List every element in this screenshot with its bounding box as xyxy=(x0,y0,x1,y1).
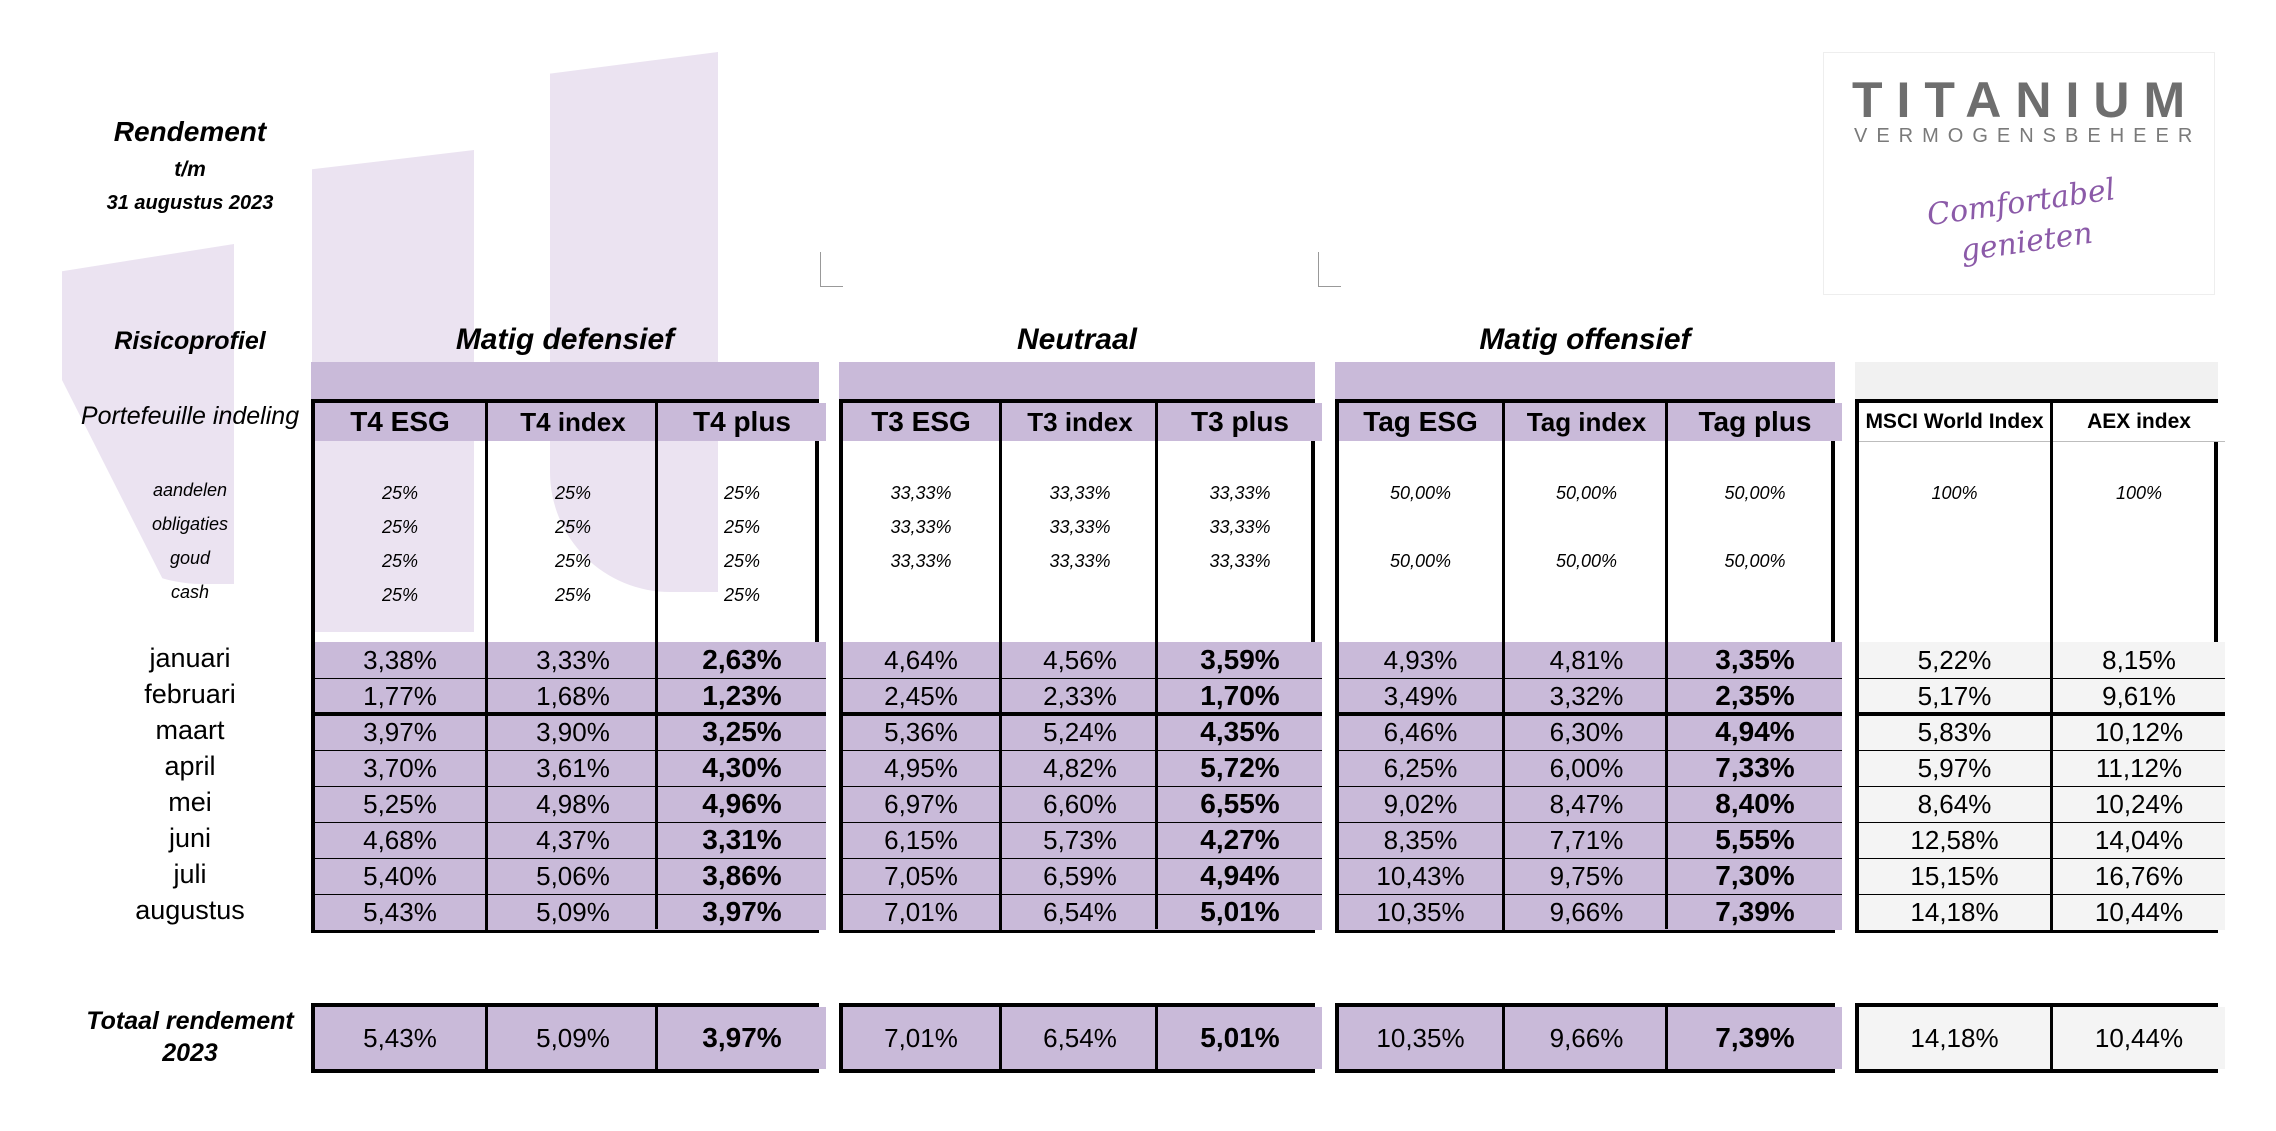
month-value-cell: 7,05% xyxy=(843,858,999,894)
totals-matig-offensief xyxy=(1335,1003,1835,1073)
row-divider xyxy=(843,750,999,751)
logo-subtitle: VERMOGENSBEHEER xyxy=(1854,125,2202,147)
allocation-cell: 25% xyxy=(554,585,592,605)
column-header: AEX index xyxy=(2053,403,2225,442)
allocation-cell: 50,00% xyxy=(1724,483,1786,503)
month-label: mei xyxy=(168,787,212,817)
month-value-cell: 5,17% xyxy=(1859,678,2050,714)
table-matig-defensief xyxy=(311,399,819,933)
row-divider xyxy=(1859,750,2050,751)
title-date: 31 augustus 2023 xyxy=(106,192,274,214)
portfolio-label: Portefeuille indeling xyxy=(80,402,300,430)
row-divider xyxy=(843,858,999,859)
month-value-cell: 4,94% xyxy=(1668,714,1842,750)
row-divider xyxy=(2053,858,2225,859)
month-value-cell: 5,73% xyxy=(1002,822,1158,858)
row-divider xyxy=(1668,786,1842,787)
month-value-cell: 2,63% xyxy=(658,642,826,678)
column-header: T3 plus xyxy=(1158,403,1322,441)
month-value-cell: 7,01% xyxy=(843,894,999,930)
table-benchmarks xyxy=(1855,399,2218,933)
month-value-cell: 6,59% xyxy=(1002,858,1158,894)
report-title xyxy=(70,112,310,218)
asset-label-obligaties: obligaties xyxy=(151,514,229,534)
month-value-cell: 15,15% xyxy=(1859,858,2050,894)
month-value-cell: 5,43% xyxy=(315,894,485,930)
month-value-cell: 4,96% xyxy=(658,786,826,822)
total-value-cell: 6,54% xyxy=(999,1007,1158,1069)
row-divider xyxy=(1339,712,1502,716)
row-divider xyxy=(1339,822,1502,823)
month-value-cell: 4,27% xyxy=(1158,822,1322,858)
month-value-cell: 3,31% xyxy=(658,822,826,858)
row-divider xyxy=(315,678,485,679)
row-divider xyxy=(1002,678,1158,679)
column-header: T4 index xyxy=(488,403,658,441)
asset-label-aandelen: aandelen xyxy=(152,480,228,500)
total-value-cell: 14,18% xyxy=(1859,1007,2050,1069)
row-divider xyxy=(1859,678,2050,679)
month-value-cell: 14,18% xyxy=(1859,894,2050,930)
allocation-cell: 33,33% xyxy=(1049,483,1111,503)
row-divider xyxy=(488,894,658,895)
row-divider xyxy=(1339,786,1502,787)
month-value-cell: 3,61% xyxy=(488,750,658,786)
month-label: maart xyxy=(155,715,225,745)
month-value-cell: 6,54% xyxy=(1002,894,1158,930)
row-divider xyxy=(488,678,658,679)
month-value-cell: 5,97% xyxy=(1859,750,2050,786)
month-value-cell: 4,82% xyxy=(1002,750,1158,786)
row-divider xyxy=(1339,750,1502,751)
row-divider xyxy=(1158,712,1322,716)
row-divider xyxy=(843,712,999,716)
row-divider xyxy=(1002,786,1158,787)
row-divider xyxy=(1002,712,1158,716)
column-header: T4 plus xyxy=(658,403,826,441)
month-value-cell: 3,25% xyxy=(658,714,826,750)
company-logo xyxy=(1823,52,2215,295)
month-value-cell: 2,45% xyxy=(843,678,999,714)
month-value-cell: 4,37% xyxy=(488,822,658,858)
totals-matig-defensief xyxy=(311,1003,819,1073)
column-msci-world-index xyxy=(1859,403,2050,929)
month-value-cell: 4,30% xyxy=(658,750,826,786)
column-t4-plus xyxy=(655,403,826,929)
row-divider xyxy=(315,712,485,716)
allocation-cell: 50,00% xyxy=(1555,483,1618,503)
month-value-cell: 3,86% xyxy=(658,858,826,894)
column-t4-index xyxy=(485,403,658,929)
row-divider xyxy=(658,786,826,787)
row-divider xyxy=(315,822,485,823)
row-divider xyxy=(1859,894,2050,895)
totals-benchmarks xyxy=(1855,1003,2218,1073)
title-sub: t/m xyxy=(174,158,206,181)
allocation-cell: 25% xyxy=(554,483,592,503)
column-tag-index xyxy=(1502,403,1668,929)
row-divider xyxy=(2053,712,2225,716)
month-value-cell: 3,35% xyxy=(1668,642,1842,678)
month-value-cell: 3,90% xyxy=(488,714,658,750)
month-value-cell: 3,33% xyxy=(488,642,658,678)
month-value-cell: 5,09% xyxy=(488,894,658,930)
month-value-cell: 9,66% xyxy=(1505,894,1668,930)
allocation-cell: 33,33% xyxy=(890,517,952,537)
month-label: januari xyxy=(149,643,231,673)
row-divider xyxy=(1505,786,1668,787)
total-value-cell: 5,43% xyxy=(315,1007,485,1069)
row-divider xyxy=(488,786,658,787)
column-header: MSCI World Index xyxy=(1859,403,2050,442)
month-value-cell: 8,15% xyxy=(2053,642,2225,678)
column-t3-esg xyxy=(843,403,999,929)
month-value-cell: 6,46% xyxy=(1339,714,1502,750)
month-value-cell: 9,02% xyxy=(1339,786,1502,822)
row-divider xyxy=(1505,894,1668,895)
asset-label-goud: goud xyxy=(169,548,211,568)
month-label: juni xyxy=(168,823,212,853)
month-value-cell: 8,40% xyxy=(1668,786,1842,822)
row-divider xyxy=(1668,750,1842,751)
row-divider xyxy=(843,678,999,679)
row-divider xyxy=(315,894,485,895)
row-divider xyxy=(1002,750,1158,751)
month-value-cell: 1,23% xyxy=(658,678,826,714)
month-value-cell: 4,35% xyxy=(1158,714,1322,750)
row-divider xyxy=(1002,894,1158,895)
row-divider xyxy=(1668,858,1842,859)
row-divider xyxy=(315,858,485,859)
month-value-cell: 1,77% xyxy=(315,678,485,714)
month-value-cell: 5,55% xyxy=(1668,822,1842,858)
risk-profile-label: Risicoprofiel xyxy=(114,327,266,355)
allocation-cell: 50,00% xyxy=(1389,551,1452,571)
total-value-cell: 9,66% xyxy=(1502,1007,1668,1069)
month-value-cell: 8,35% xyxy=(1339,822,1502,858)
allocation-cell: 25% xyxy=(554,551,592,571)
allocation-cell: 25% xyxy=(381,517,419,537)
total-value-cell: 5,01% xyxy=(1155,1007,1322,1069)
month-value-cell: 10,43% xyxy=(1339,858,1502,894)
allocation-cell: 25% xyxy=(723,585,761,605)
month-value-cell: 8,47% xyxy=(1505,786,1668,822)
allocation-cell: 33,33% xyxy=(890,551,952,571)
allocation-cell: 50,00% xyxy=(1389,483,1452,503)
row-divider xyxy=(1668,822,1842,823)
month-value-cell: 5,40% xyxy=(315,858,485,894)
month-label: februari xyxy=(144,679,236,709)
row-divider xyxy=(2053,750,2225,751)
month-value-cell: 10,44% xyxy=(2053,894,2225,930)
row-divider xyxy=(1505,858,1668,859)
row-divider xyxy=(1505,750,1668,751)
column-header: T3 index xyxy=(1002,403,1158,441)
allocation-cell: 25% xyxy=(554,517,592,537)
month-value-cell: 1,70% xyxy=(1158,678,1322,714)
allocation-cell: 33,33% xyxy=(1209,517,1271,537)
logo-slogan: Comfortabel genieten xyxy=(1924,172,2118,269)
allocation-cell: 25% xyxy=(381,551,419,571)
month-value-cell: 10,35% xyxy=(1339,894,1502,930)
month-value-cell: 11,12% xyxy=(2053,750,2225,786)
column-aex-index xyxy=(2050,403,2225,929)
month-value-cell: 5,25% xyxy=(315,786,485,822)
month-value-cell: 3,97% xyxy=(658,894,826,930)
allocation-cell: 100% xyxy=(2115,483,2163,503)
column-tag-plus xyxy=(1665,403,1842,929)
month-value-cell: 3,38% xyxy=(315,642,485,678)
month-value-cell: 3,49% xyxy=(1339,678,1502,714)
month-value-cell: 6,25% xyxy=(1339,750,1502,786)
column-header: T4 ESG xyxy=(315,403,485,441)
month-value-cell: 7,33% xyxy=(1668,750,1842,786)
row-divider xyxy=(1158,822,1322,823)
allocation-cell: 25% xyxy=(723,483,761,503)
row-divider xyxy=(1505,822,1668,823)
month-value-cell: 4,56% xyxy=(1002,642,1158,678)
month-value-cell: 6,55% xyxy=(1158,786,1322,822)
allocation-cell: 25% xyxy=(381,483,419,503)
totals-neutraal xyxy=(839,1003,1315,1073)
logo-name: TITANIUM xyxy=(1852,72,2200,128)
month-value-cell: 4,94% xyxy=(1158,858,1322,894)
month-value-cell: 6,97% xyxy=(843,786,999,822)
month-value-cell: 1,68% xyxy=(488,678,658,714)
column-t3-plus xyxy=(1155,403,1322,929)
month-value-cell: 3,32% xyxy=(1505,678,1668,714)
month-value-cell: 6,00% xyxy=(1505,750,1668,786)
month-value-cell: 4,68% xyxy=(315,822,485,858)
row-divider xyxy=(1339,894,1502,895)
row-divider xyxy=(1158,858,1322,859)
row-divider xyxy=(658,894,826,895)
allocation-cell: 33,33% xyxy=(1049,517,1111,537)
row-divider xyxy=(1668,894,1842,895)
column-t3-index xyxy=(999,403,1158,929)
month-value-cell: 4,98% xyxy=(488,786,658,822)
row-divider xyxy=(1859,712,2050,716)
row-divider xyxy=(488,750,658,751)
row-divider xyxy=(1668,712,1842,716)
total-return-label: Totaal rendement 2023 xyxy=(86,1007,294,1067)
row-divider xyxy=(843,822,999,823)
total-value-cell: 10,44% xyxy=(2050,1007,2225,1069)
allocation-cell: 25% xyxy=(381,585,419,605)
allocation-cell: 33,33% xyxy=(1209,483,1271,503)
allocation-cell: 33,33% xyxy=(1049,551,1111,571)
row-divider xyxy=(1002,858,1158,859)
month-value-cell: 5,83% xyxy=(1859,714,2050,750)
row-divider xyxy=(315,786,485,787)
asset-label-cash: cash xyxy=(170,582,210,602)
allocation-cell: 100% xyxy=(1931,483,1978,503)
month-value-cell: 14,04% xyxy=(2053,822,2225,858)
month-value-cell: 9,75% xyxy=(1505,858,1668,894)
row-divider xyxy=(488,822,658,823)
month-value-cell: 6,15% xyxy=(843,822,999,858)
group-band xyxy=(839,362,1315,400)
month-value-cell: 2,35% xyxy=(1668,678,1842,714)
total-value-cell: 10,35% xyxy=(1339,1007,1502,1069)
row-divider xyxy=(2053,894,2225,895)
month-value-cell: 5,24% xyxy=(1002,714,1158,750)
month-value-cell: 5,36% xyxy=(843,714,999,750)
row-divider xyxy=(1158,786,1322,787)
month-value-cell: 7,71% xyxy=(1505,822,1668,858)
row-divider xyxy=(2053,678,2225,679)
month-value-cell: 3,97% xyxy=(315,714,485,750)
row-divider xyxy=(1859,786,2050,787)
row-divider xyxy=(1339,858,1502,859)
group-title-matig-offensief: Matig offensief xyxy=(1479,323,1691,356)
row-divider xyxy=(1339,678,1502,679)
group-band xyxy=(1335,362,1835,400)
table-matig-offensief xyxy=(1335,399,1835,933)
allocation-cell: 25% xyxy=(723,517,761,537)
title-main: Rendement xyxy=(113,116,267,147)
row-divider xyxy=(488,712,658,716)
total-value-cell: 3,97% xyxy=(655,1007,826,1069)
column-header: Tag plus xyxy=(1668,403,1842,441)
month-value-cell: 5,72% xyxy=(1158,750,1322,786)
table-neutraal xyxy=(839,399,1315,933)
total-value-cell: 7,01% xyxy=(843,1007,999,1069)
month-value-cell: 4,64% xyxy=(843,642,999,678)
row-divider xyxy=(843,894,999,895)
row-divider xyxy=(1002,822,1158,823)
group-band xyxy=(1855,362,2218,400)
decorative-bracket xyxy=(820,252,843,287)
row-divider xyxy=(1505,712,1668,716)
column-header: T3 ESG xyxy=(843,403,999,441)
column-tag-esg xyxy=(1339,403,1502,929)
row-divider xyxy=(1158,750,1322,751)
row-divider xyxy=(315,750,485,751)
month-value-cell: 16,76% xyxy=(2053,858,2225,894)
total-value-cell: 7,39% xyxy=(1665,1007,1842,1069)
month-value-cell: 3,59% xyxy=(1158,642,1322,678)
month-value-cell: 5,06% xyxy=(488,858,658,894)
allocation-cell: 25% xyxy=(723,551,761,571)
row-divider xyxy=(2053,822,2225,823)
row-divider xyxy=(1158,678,1322,679)
allocation-cell: 33,33% xyxy=(890,483,952,503)
row-divider xyxy=(843,786,999,787)
month-value-cell: 6,60% xyxy=(1002,786,1158,822)
month-value-cell: 7,39% xyxy=(1668,894,1842,930)
total-value-cell: 5,09% xyxy=(485,1007,658,1069)
allocation-cell: 50,00% xyxy=(1555,551,1618,571)
row-divider xyxy=(658,750,826,751)
month-value-cell: 5,22% xyxy=(1859,642,2050,678)
month-value-cell: 5,01% xyxy=(1158,894,1322,930)
row-divider xyxy=(658,858,826,859)
group-title-matig-defensief: Matig defensief xyxy=(455,323,675,356)
decorative-bracket xyxy=(1318,252,1341,287)
month-label: augustus xyxy=(135,895,245,925)
column-header: Tag ESG xyxy=(1339,403,1502,441)
column-t4-esg xyxy=(315,403,485,929)
month-value-cell: 10,12% xyxy=(2053,714,2225,750)
group-band xyxy=(311,362,819,400)
month-label: juli xyxy=(173,859,207,889)
group-title-neutraal: Neutraal xyxy=(1016,323,1138,356)
month-value-cell: 2,33% xyxy=(1002,678,1158,714)
row-divider xyxy=(1505,678,1668,679)
month-value-cell: 4,81% xyxy=(1505,642,1668,678)
month-value-cell: 10,24% xyxy=(2053,786,2225,822)
row-divider xyxy=(1158,894,1322,895)
row-divider xyxy=(488,858,658,859)
row-divider xyxy=(1859,858,2050,859)
month-value-cell: 8,64% xyxy=(1859,786,2050,822)
row-divider xyxy=(1859,822,2050,823)
month-value-cell: 6,30% xyxy=(1505,714,1668,750)
row-divider xyxy=(658,678,826,679)
month-value-cell: 4,95% xyxy=(843,750,999,786)
allocation-cell: 50,00% xyxy=(1724,551,1786,571)
month-value-cell: 9,61% xyxy=(2053,678,2225,714)
column-header: Tag index xyxy=(1505,403,1668,441)
row-divider xyxy=(2053,786,2225,787)
month-label: april xyxy=(164,751,216,781)
month-value-cell: 3,70% xyxy=(315,750,485,786)
row-divider xyxy=(658,822,826,823)
row-divider xyxy=(1668,678,1842,679)
month-value-cell: 7,30% xyxy=(1668,858,1842,894)
allocation-cell: 33,33% xyxy=(1209,551,1271,571)
month-value-cell: 12,58% xyxy=(1859,822,2050,858)
row-divider xyxy=(658,712,826,716)
month-value-cell: 4,93% xyxy=(1339,642,1502,678)
